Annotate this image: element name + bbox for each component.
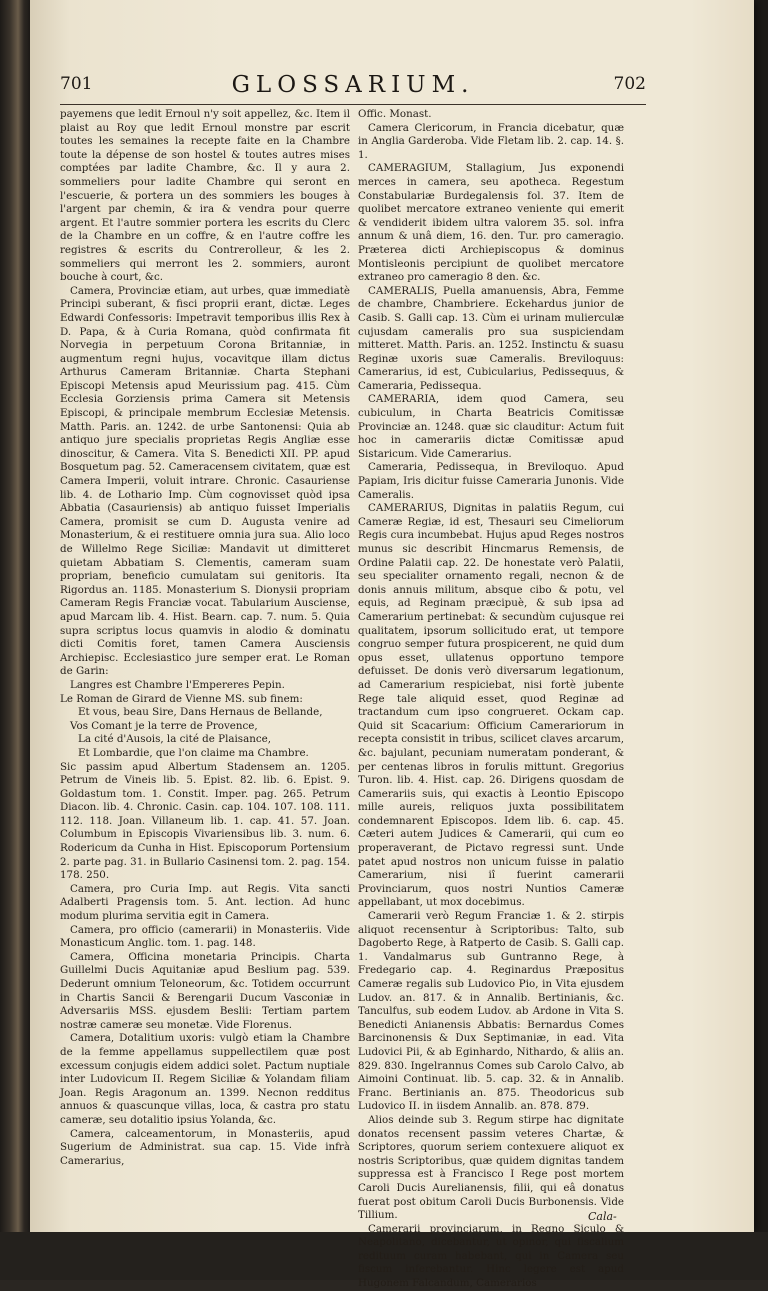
page-title: GLOSSARIUM.: [231, 72, 475, 98]
entry-paragraph: Camera Clericorum, in Francia dicebatur, quæ in Anglia Garderoba. Vide Fletam lib. 2. cap. 14. §. 1.: [358, 121, 624, 161]
entry-paragraph: CAMERAGIUM, Stallagium, Jus exponendi merces in camera, seu apotheca. Regestum Constabulariæ Burdegalensis fol. 37. Item de quolibet mercatore extraneo veniente qui emerit & vendiderit ibidem ultra valorem 35. sol. infra annum & unâ diem, 16. den. Tur. pro cameragio. Præterea dicti Archiepiscopus & dominus Montisleonis percipiunt de quolibet mercatore extraneo pro cameragio 8 den. &c.: [358, 162, 624, 284]
entry-paragraph: Camerarii verò Regum Franciæ 1. & 2. stirpis aliquot recensentur à Scriptoribus: Talto, sub Dagoberto Rege, à Ratperto de Casib. S. Galli cap. 1. Vandalmarus sub Guntranno Rege, à Fredegario cap. 4. Reginardus Præpositus Cameræ regalis sub Ludovico Pio, in Vita ejusdem Ludov. an. 817. & in Annalib. Bertinianis, &c. Tanculfus, sub eodem Ludov. ab Ardone in Vita S. Benedicti Anianensis Abbatis: Bernardus Comes Barcinonensis & Dux Septimaniæ, in ead. Vita Ludovici Pii, & ab Eginhardo, Nithardo, & aliis an. 829. 830. Ingelrannus Comes sub Carolo Calvo, ab Aimoini Continuat. lib. 5. cap. 32. & in Annalib. Franc. Bertinianis an. 875. Theodoricus sub Ludovico II. in iisdem Annalib. an. 878. 879.: [358, 910, 624, 1113]
right-page-number: 702: [613, 74, 646, 94]
entry-paragraph: Camera, Provinciæ etiam, aut urbes, quæ immediatè Principi suberant, & fisci proprii erant, dictæ. Leges Edwardi Confessoris: Impetravit temporibus illis Rex à D. Papa, & à Curia Romana, quòd confirmata fit Norvegia in perpetuum Corona Britanniæ, in augmentum regni hujus, vocavitque illam dictus Arthurus Cameram Britanniæ. Charta Stephani Episcopi Metensis apud Meurissium pag. 415. Cùm Ecclesia Gorziensis prima Camera sit Metensis Episcopi, & principale membrum Ecclesiæ Metensis. Matth. Paris. an. 1242. de urbe Santonensi: Quia ab antiquo jure specialis proprietas Regis Angliæ esse dinoscitur, & Camera. Vita S. Benedicti XII. PP. apud Bosquetum pag. 52. Cameracensem civitatem, quæ est Camera Imperii, voluit intrare. Chronic. Casauriense lib. 4. de Lothario Imp. Cùm cognovisset quòd ipsa Abbatia (Casauriensis) ab antiquo fuisset Imperialis Camera, promisit se cum D. Augusta venire ad Monasterium, & ei restituere omnia jura sua. Alio loco de Willelmo Rege Siciliæ: Mandavit ut dimitteret quietam Abbatiam S. Clementis, cameram suam propriam, beneficio cumulatam sui genitoris. Ita Rigordus an. 1185. Monasterium S. Dionysii propriam Cameram Regis Franciæ vocat. Tabularium Ausciense, apud Marcam lib. 4. Hist. Bearn. cap. 7. num. 5. Quia supra scriptus locus quamvis in alodio & dominatu dicti Comitis foret, tamen Camera Ausciensis Archiepisc. Ecclesiastico jure semper erat. Le Roman de Garin:: [60, 284, 350, 678]
entry-paragraph: Camerarii provinciarum, in Regno Siculo & Neapolitano, dicebantur, ut opinor, qui fiscalium redituum curam habebant, qui in Camera seu fiscum inferebantur. Hinc legere est apud Hugonem Falcandum, Camerarios: [358, 1222, 624, 1290]
entry-paragraph: Sic passim apud Albertum Stadensem an. 1205. Petrum de Vineis lib. 5. Epist. 82. lib. 6. Epist. 9. Goldastum tom. 1. Constit. Imper. pag. 265. Petrum Diacon. lib. 4. Chronic. Casin. cap. 104. 107. 108. 111. 112. 118. Joan. Villaneum lib. 1. cap. 41. 57. Joan. Columbum in Episcopis Vivariensibus lib. 3. num. 6. Rodericum da Cunha in Hist. Episcoporum Portensium 2. parte pag. 31. in Bullario Casinensi tom. 2. pag. 154. 178. 250.: [60, 760, 350, 882]
running-head: [60, 74, 646, 108]
entry-paragraph: Alios deinde sub 3. Regum stirpe hac dignitate donatos recensent passim veteres Chartæ, & Scriptores, quorum seriem contexuere aliquot ex nostris Scriptoribus, quæ quidem dignitas tandem suppressa est à Francisco I Rege post mortem Caroli Ducis Aurelianensis, filii, qui eâ donatus fuerat post obitum Caroli Ducis Burbonensis. Vide Tillium.: [358, 1113, 624, 1222]
entry-paragraph: Camera, pro officio (camerarii) in Monasteriis. Vide Monasticum Anglic. tom. 1. pag. 148.: [60, 923, 350, 950]
left-column: [60, 108, 350, 1208]
verse-line: Langres est Chambre l'Empereres Pepin.: [70, 678, 285, 691]
entry-paragraph: Camera, calceamentorum, in Monasteriis, apud Sugerium de Administrat. sua cap. 15. Vide infrà Camerarius,: [60, 1127, 350, 1167]
entry-paragraph: payemens que ledit Ernoul n'y soit appellez, &c. Item il plaist au Roy que ledit Ernoul monstre par escrit toutes les semaines la recepte faite en la Chambre toute la dépense de son hostel & toutes autres mises comptées par ladite Chambre, &c. Il y aura 2. sommeliers pour ladite Chambre qui seront en l'escuerie, & portera un des sommiers les bouges à l'argent par chemin, & ira & vendra pour querre argent. Et l'autre sommier portera les escrits du Clerc de la Chambre en un coffre, & en l'autre coffre les registres & escrits du Contrerolleur, & les 2. sommeliers qui merront les 2. sommiers, auront bouche à court, &c.: [60, 108, 350, 284]
header-rule: [60, 104, 646, 105]
entry-paragraph: Camera, Officina monetaria Principis. Charta Guillelmi Ducis Aquitaniæ apud Beslium pag. 539. Dederunt omnium Teloneorum, &c. Totidem occurrunt in Chartis Sancii & Berengarii Ducum Vasconiæ in Adversariis MSS. ejusdem Beslii: Tertiam partem nostræ cameræ seu monetæ. Vide Florenus.: [60, 950, 350, 1031]
entry-paragraph: CAMERARIA, idem quod Camera, seu cubiculum, in Charta Beatricis Comitissæ Provinciæ an. 1248. quæ sic clauditur: Actum fuit hoc in camerariis dictæ Comitissæ apud Sistaricum. Vide Camerarius.: [358, 393, 624, 460]
entry-paragraph: Cameraria, Pedissequa, in Breviloquo. Apud Papiam, Iris dicitur fuisse Cameraria Junonis. Vide Cameralis.: [358, 461, 624, 501]
verse-line: Et Lombardie, que l'on claime ma Chambre.: [78, 746, 309, 759]
left-page-number: 701: [60, 74, 93, 94]
verse-line: La cité d'Ausois, la cité de Plaisance,: [78, 733, 271, 746]
verse-line: Vos Comant je la terre de Provence,: [70, 719, 258, 732]
catchword: Cala-: [588, 1210, 617, 1223]
entry-paragraph: CAMERARIUS, Dignitas in palatiis Regum, cui Cameræ Regiæ, id est, Thesauri seu Cimeliorum Regis cura incumbebat. Hujus apud Reges nostros munus sic describit Hincmarus Remensis, de Ordine Palatii cap. 22. De honestate verò Palatii, seu specialiter ornamento regali, necnon & de donis annuis militum, absque cibo & potu, vel equis, ad Reginam præcipuè, & sub ipsa ad Camerarium pertinebat: & secundùm cujusque rei qualitatem, ipsorum sollicitudo erat, ut tempore congruo semper futura prospicerent, ne quid dum opus esset, ullatenus opportuno tempore defuisset. De donis verò diversarum legationum, ad Camerarium respiciebat, nisi fortè jubente Rege tale aliquid esset, quod Reginæ ad tractandum cum ipso congrueret. Ockam cap. Quid sit Scacarium: Officium Camerariorum in recepta consistit in tribus, scilicet claves arcarum, &c. bajulant, pecuniam numeratam ponderant, & per centenas libros in forulis mittunt. Gregorius Turon. lib. 4. Hist. cap. 26. Dirigens quosdam de Camerariis suis, qui exactis à Leontio Episcopo mille aureis, reliquos juxta possibilitatem condemnarent Episcopos. Idem lib. 6. cap. 45. Cæteri autem Judices & Camerarii, qui cum eo properaverant, de Pictavo regressi sunt. Unde patet apud nostros non unicum fuisse in palatio Camerarium, nisi iî fuerint camerarii Provinciarum, quos nostri Nuntios Cameræ appellabant, ut mox docebimus.: [358, 502, 624, 909]
verse-line: Et vous, beau Sire, Dans Hernaus de Bellande,: [78, 706, 323, 719]
entry-paragraph: CAMERALIS, Puella amanuensis, Abra, Femme de chambre, Chambriere. Eckehardus junior de Casib. S. Galli cap. 13. Cùm ei urinam mulierculæ cujusdam cameralis pro sua suspiciendam mitteret. Matth. Paris. an. 1252. Instinctu & suasu Reginæ uxoris suæ Cameralis. Breviloquus: Camerarius, id est, Cubicularius, Pedissequus, & Cameraria, Pedissequa.: [358, 284, 624, 392]
entry-paragraph: Offic. Monast.: [358, 108, 432, 120]
entry-paragraph: Le Roman de Girard de Vienne MS. sub finem:: [60, 692, 303, 705]
entry-paragraph: Camera, pro Curia Imp. aut Regis. Vita sancti Adalberti Pragensis tom. 5. Ant. lection. Ad hunc modum plurima servitia egit in Camera.: [60, 882, 350, 923]
entry-paragraph: Camera, Dotalitium uxoris: vulgò etiam la Chambre de la femme appellamus suppellectilem quæ post excessum conjugis eidem addici solet. Pactum nuptiale inter Ludovicum II. Regem Siciliæ & Yolandam filiam Joan. Regis Aragonum an. 1399. Necnon redditus annuos & quascunque villas, loca, & castra pro statu cameræ, seu dotalitio ipsius Yolanda, &c.: [60, 1032, 350, 1126]
